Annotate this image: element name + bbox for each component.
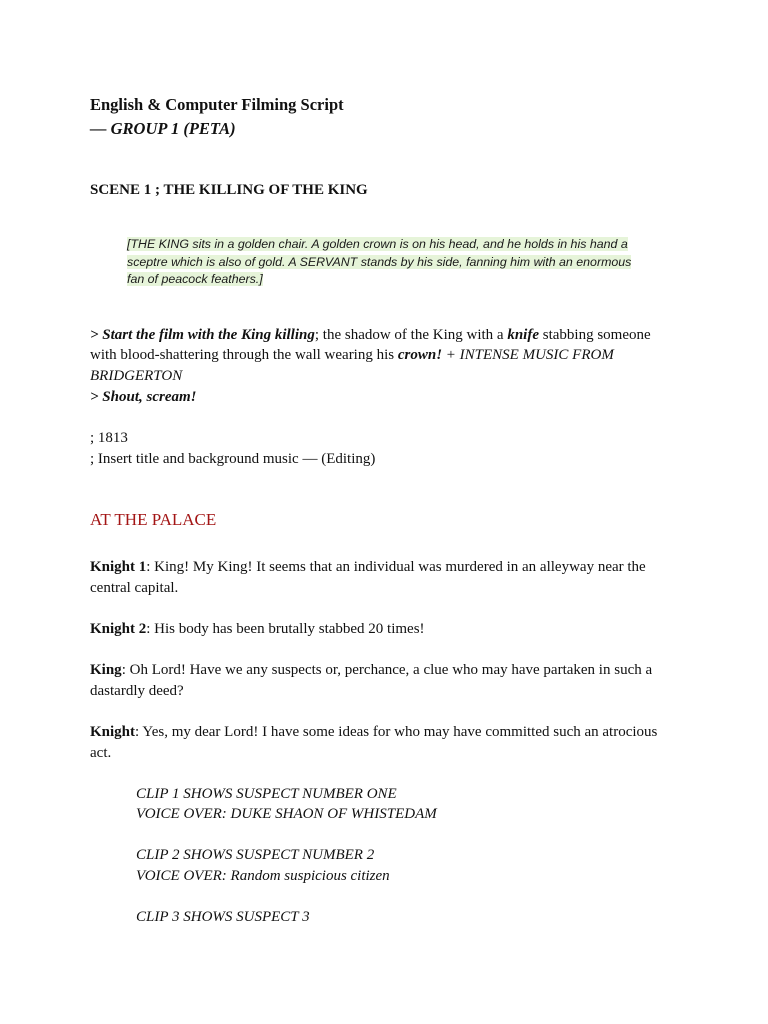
note-text: stabbing someone <box>539 327 651 343</box>
clip-voice-over: VOICE OVER: Random suspicious citizen <box>136 868 390 884</box>
note-line <box>90 345 614 366</box>
note-text: with blood-shattering through the wall wearing his <box>90 347 398 363</box>
dialogue-line <box>90 660 652 681</box>
note-emphasis: > Start the film with the King killing <box>90 327 315 343</box>
note-line: BRIDGERTON <box>90 368 183 384</box>
dialogue-line <box>90 619 425 640</box>
dialogue-text: : King! My King! It seems that an individual was murdered in an alleyway near the <box>146 559 646 575</box>
note-line: > Shout, scream! <box>90 389 197 405</box>
speaker-name: Knight 2 <box>90 621 147 637</box>
dialogue-line: act. <box>90 745 112 761</box>
speaker-name: King <box>90 662 122 678</box>
clip-voice-over: VOICE OVER: DUKE SHAON OF WHISTEDAM <box>136 806 437 822</box>
clip-line: CLIP 2 SHOWS SUSPECT NUMBER 2 <box>136 847 375 863</box>
stage-direction-line: fan of peacock feathers.] <box>127 272 263 286</box>
note-text: + INTENSE MUSIC FROM <box>442 347 614 363</box>
scene-heading: SCENE 1 ; THE KILLING OF THE KING <box>90 182 368 198</box>
note-line <box>90 325 651 346</box>
dialogue-text: : Oh Lord! Have we any suspects or, perchance, a clue who may have partaken in such a <box>121 662 653 678</box>
dialogue-line: central capital. <box>90 580 179 596</box>
document-subtitle: — GROUP 1 (PETA) <box>90 119 236 138</box>
year-line: ; 1813 <box>90 430 128 446</box>
dialogue-line <box>90 557 646 578</box>
note-emphasis: knife <box>507 327 539 343</box>
speaker-name: Knight 1 <box>90 559 147 575</box>
clip-line: CLIP 3 SHOWS SUSPECT 3 <box>136 909 310 925</box>
stage-direction-line: sceptre which is also of gold. A SERVANT stands by his side, fanning him with an enormous <box>127 254 632 269</box>
dialogue-line <box>90 722 657 743</box>
dialogue-line: dastardly deed? <box>90 683 184 699</box>
speaker-name: Knight <box>90 724 136 740</box>
stage-direction-line: [THE KING sits in a golden chair. A golden crown is on his head, and he holds in his hand a <box>127 237 628 251</box>
dialogue-text: : Yes, my dear Lord! I have some ideas for who may have committed such an atrocious <box>135 724 658 740</box>
section-heading: AT THE PALACE <box>90 510 217 529</box>
insert-line: ; Insert title and background music — (Editing) <box>90 451 376 467</box>
note-text: ; the shadow of the King with a <box>314 327 508 343</box>
note-emphasis: crown! <box>397 347 443 363</box>
dialogue-text: : His body has been brutally stabbed 20 times! <box>146 621 425 637</box>
clip-line: CLIP 1 SHOWS SUSPECT NUMBER ONE <box>136 786 397 802</box>
document-title: English & Computer Filming Script <box>90 95 344 114</box>
stage-direction <box>127 236 631 289</box>
